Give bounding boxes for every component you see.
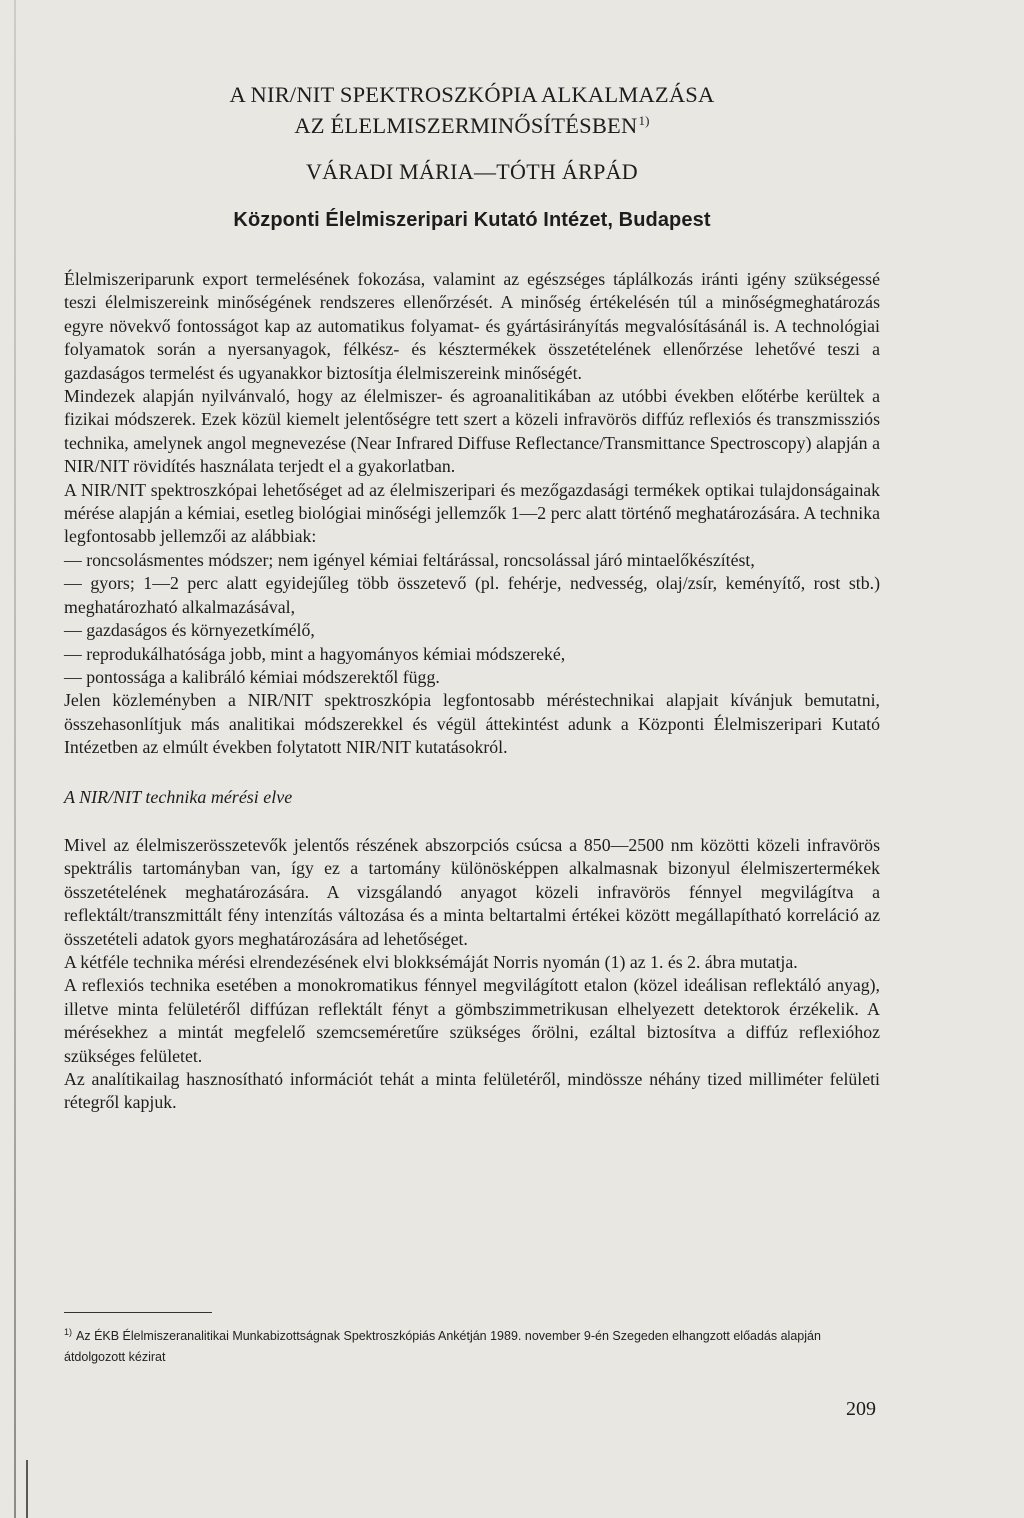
page-number: 209: [846, 1398, 876, 1420]
page-edge-shadow: [14, 0, 16, 1518]
paragraph: A NIR/NIT spektroszkópai lehetőséget ad az élelmiszeripari és mezőgazdasági termékek optikai tulajdonságainak mérése alapján a kémiai, esetleg biológiai minőségi jellemzők 1—2 perc alatt történő meghatározására. A technika legfontosabb jellemzői az alábbiak:: [64, 479, 880, 547]
paragraph: Mivel az élelmiszerösszetevők jelentős részének abszorpciós csúcsa a 850—2500 nm közötti közeli infravörös spektrális tartományban van, így ez a tartomány különösképpen alkalmasnak bizonyul élelmiszertermékek összetételének meghatározására. A vizsgálandó anyagot közeli infravörös fénnyel megvilágítva a reflektált/transzmittált fény intenzítás változása és a minta beltartalmi értékei között megállapítható korreláció az összetételi adatok gyors meghatározására ad lehetőséget.: [64, 834, 880, 949]
title-line-2: AZ ÉLELMISZERMINŐSÍTÉSBEN: [294, 113, 638, 138]
paragraph: Mindezek alapján nyilvánvaló, hogy az élelmiszer- és agroanalitikában az utóbbi években előtérbe kerültek a fizikai módszerek. Ezek közül kiemelt jelentőségre tett szert a közeli infravörös diffúz reflexiós és transzmissziós technika, amelynek angol megnevezése (Near Infrared Diffuse Reflectance/Transmittance Spectroscopy) alapján a NIR/NIT rövidítés használata terjedt el a gyakorlatban.: [64, 386, 880, 477]
paragraph: Jelen közleményben a NIR/NIT spektroszkópia legfontosabb méréstechnikai alapjait kívánjuk bemutatni, összehasonlítjuk más analitikai módszerekkel és végül áttekintést adunk a Központi Élelmiszeripari Kutató Intézetben az elmúlt években folytatott NIR/NIT kutatásokról.: [64, 690, 880, 758]
binding-edge-mark: [26, 1460, 28, 1518]
authors: VÁRADI MÁRIA—TÓTH ÁRPÁD: [305, 159, 638, 184]
footnote: [64, 1322, 884, 1368]
section-heading: A NIR/NIT technika mérési elve: [64, 786, 293, 807]
main-text: [64, 268, 880, 1115]
article-title: [64, 82, 880, 139]
feature-list-item: — reprodukálhatósága jobb, mint a hagyományos kémiai módszereké,: [64, 643, 566, 664]
paragraph: Élelmiszeriparunk export termelésének fokozása, valamint az egészséges táplálkozás iránti igény szükségessé teszi élelmiszereink minőségének rendszeres ellenőrzését. A minőség értékelésén túl a minőségmeghatározás egyre növekvő fontosságot kap az automatikus folyamat- és gyártásirányítás megvalósításánál is. A technológiai folyamatok során a nyersanyagok, félkész- és késztermékek összetételének ellenőrzése lehetővé teszi a gazdaságos termelést és ugyanakkor biztosítja élelmiszereink minőségét.: [64, 269, 880, 383]
title-line-1: A NIR/NIT SPEKTROSZKÓPIA ALKALMAZÁSA: [229, 82, 715, 107]
feature-list-item: — pontossága a kalibráló kémiai módszerektől függ.: [64, 666, 440, 687]
footnote-text: Az ÉKB Élelmiszeranalitikai Munkabizottságnak Spektroszkópiás Ankétján 1989. november 9-én Szegeden elhangzott előadás alapján átdolgozott kézirat: [64, 1329, 821, 1364]
feature-list-item: — gyors; 1—2 perc alatt egyidejűleg több összetevő (pl. fehérje, nedvesség, olaj/zsír, keményítő, rost stb.) meghatározható alkalmazásával,: [64, 573, 880, 617]
paragraph: Az analítikailag hasznosítható információt tehát a minta felületéről, mindössze néhány tized milliméter felületi rétegről kapjuk.: [64, 1069, 880, 1113]
feature-list-item: — gazdaságos és környezetkímélő,: [64, 620, 315, 641]
article-body: [64, 82, 880, 1115]
feature-list-item: — roncsolásmentes módszer; nem igényel kémiai feltárással, roncsolással járó mintaelőkészítést,: [64, 549, 755, 570]
title-footnote-mark: 1): [638, 113, 650, 128]
institution: Központi Élelmiszeripari Kutató Intézet, Budapest: [233, 209, 711, 231]
footnote-mark: 1): [64, 1327, 73, 1337]
footnote-divider: [64, 1312, 212, 1313]
paragraph: A reflexiós technika esetében a monokromatikus fénnyel megvilágított etalon (közel ideálisan reflektáló anyag), illetve minta felületéről diffúzan reflektált fényt a gömbszimmetrikusan elhelyezett detektorok érzékelik. A mérésekhez a mintát megfelelő szemcseméretűre szükséges őrölni, ezáltal biztosítva a diffúz reflexióhoz szükséges felületet.: [64, 975, 880, 1066]
paragraph: A kétféle technika mérési elrendezésének elvi blokksémáját Norris nyomán (1) az 1. és 2. ábra mutatja.: [64, 951, 798, 972]
